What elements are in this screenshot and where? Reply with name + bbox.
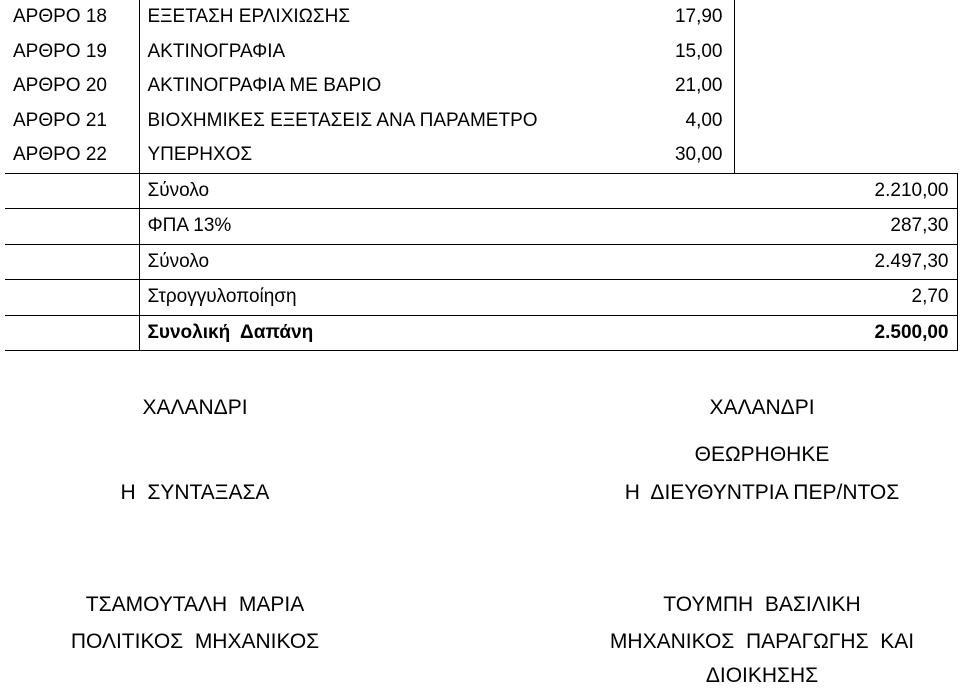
amount-cell: 30,00	[674, 144, 723, 166]
amount-cell: 4,00	[685, 109, 723, 131]
right-role: Η ΔΙΕΥΘΥΝΤΡΙΑ ΠΕΡ/ΝΤΟΣ	[624, 481, 900, 504]
totals-label: Σύνολο	[139, 244, 734, 280]
right-place: ΧΑΛΑΝΔΡΙ	[709, 396, 815, 419]
totals-value: 287,30	[734, 209, 957, 245]
totals-value: 2,70	[734, 280, 957, 316]
right-signer-name: ΤΟΥΜΠΗ ΒΑΣΙΛΙΚΗ	[663, 593, 861, 616]
amount-cell: 15,00	[674, 40, 723, 62]
description-cell: ΑΚΤΙΝΟΓΡΑΦΙΑ	[139, 35, 591, 70]
totals-row	[5, 209, 957, 245]
article-cell: ΑΡΘΡΟ 21	[13, 109, 107, 131]
description-cell: ΕΞΕΤΑΣΗ ΕΡΛΙΧΙΩΣΗΣ	[139, 0, 591, 35]
item-row	[5, 104, 957, 139]
right-approved-label: ΘΕΩΡΗΘΗΚΕ	[694, 443, 830, 466]
total-cell	[734, 104, 957, 139]
total-cell	[734, 35, 957, 70]
totals-label: Σύνολο	[139, 173, 734, 209]
article-cell: ΑΡΘΡΟ 20	[13, 75, 107, 97]
grand-total-row	[5, 315, 957, 351]
total-cell	[734, 138, 957, 173]
left-role: Η ΣΥΝΤΑΞΑΣΑ	[120, 481, 270, 504]
item-row	[5, 35, 957, 70]
totals-value: 2.210,00	[734, 173, 957, 209]
total-cell	[734, 69, 957, 104]
right-signer-title-line2: ΔΙΟΙΚΗΣΗΣ	[705, 664, 819, 687]
totals-row	[5, 280, 957, 316]
left-place: ΧΑΛΑΝΔΡΙ	[142, 396, 248, 419]
description-cell: ΑΚΤΙΝΟΓΡΑΦΙΑ ΜΕ ΒΑΡΙΟ	[139, 69, 591, 104]
right-signer-title-line1: ΜΗΧΑΝΙΚΟΣ ΠΑΡΑΓΩΓΗΣ ΚΑΙ	[609, 630, 915, 653]
totals-spacer-cell	[5, 315, 139, 351]
cost-table	[5, 0, 958, 351]
totals-spacer-cell	[5, 244, 139, 280]
totals-spacer-cell	[5, 173, 139, 209]
description-cell: ΥΠΕΡΗΧΟΣ	[139, 138, 591, 173]
amount-cell: 17,90	[674, 6, 723, 28]
total-cell	[734, 0, 957, 35]
totals-spacer-cell	[5, 209, 139, 245]
totals-value: 2.497,30	[734, 244, 957, 280]
grand-total-label: Συνολική Δαπάνη	[139, 315, 734, 351]
description-cell: ΒΙΟΧΗΜΙΚΕΣ ΕΞΕΤΑΣΕΙΣ ΑΝΑ ΠΑΡΑΜΕΤΡΟ	[139, 104, 591, 139]
totals-row	[5, 173, 957, 209]
item-row	[5, 69, 957, 104]
amount-cell: 21,00	[674, 75, 723, 97]
grand-total-value: 2.500,00	[734, 315, 957, 351]
totals-row	[5, 244, 957, 280]
item-row	[5, 0, 957, 35]
article-cell: ΑΡΘΡΟ 18	[13, 6, 107, 28]
totals-label: Στρογγυλοποίηση	[139, 280, 734, 316]
left-signer-name: ΤΣΑΜΟΥΤΑΛΗ ΜΑΡΙΑ	[85, 593, 305, 616]
left-signer-title: ΠΟΛΙΤΙΚΟΣ ΜΗΧΑΝΙΚΟΣ	[70, 630, 320, 653]
article-cell: ΑΡΘΡΟ 22	[13, 144, 107, 166]
item-row	[5, 138, 957, 173]
article-cell: ΑΡΘΡΟ 19	[13, 40, 107, 62]
totals-label: ΦΠΑ 13%	[139, 209, 734, 245]
totals-spacer-cell	[5, 280, 139, 316]
